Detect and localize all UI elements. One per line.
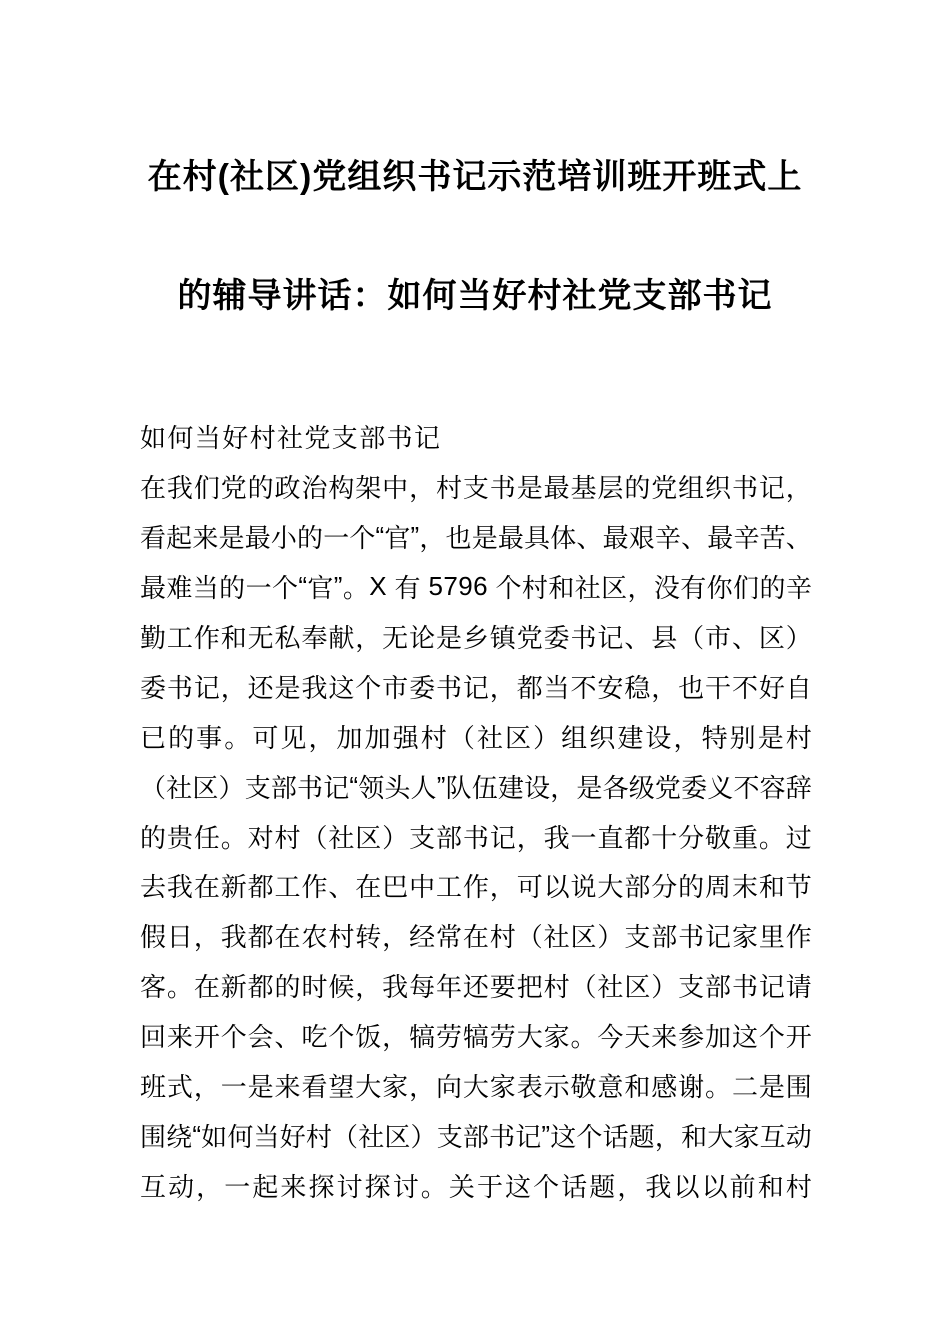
body-line: 的 贵 任 。 对 村 （ 社 区 ） 支 部 书 记 ， 我 一 直 都 十 分 敬 重 。 过 <box>140 822 812 853</box>
body-line: 客 。 在 新 都 的 时 候 ， 我 每 年 还 要 把 村 （ 社 区 ） 支 部 书 记 请 <box>140 972 812 1003</box>
body-line: 已 的 事 。 可 见 ， 加 加 强 村 （ 社 区 ） 组 织 建 设 ， 特 别 是 村 <box>140 722 812 753</box>
body-line: 最 难 当 的 一 个 “ 官 ” 。 X 有 5 7 9 6 个 村 和 社 区 ， 没 有 你 们 的 辛 <box>140 571 812 604</box>
body-line: 互 动 ， 一 起 来 探 讨 探 讨 。 关 于 这 个 话 题 ， 我 以 以 前 和 村 <box>140 1171 812 1202</box>
body-line: 围 绕 “ 如 何 当 好 村 （ 社 区 ） 支 部 书 记 ” 这 个 话 题 ， 和 大 家 互 动 <box>140 1119 812 1152</box>
document-title-line-1: 在村(社区)党组织书记示范培训班开班式上 <box>147 158 803 196</box>
body-line: 假 日 ， 我 都 在 农 村 转 ， 经 常 在 村 （ 社 区 ） 支 部 书 记 家 里 作 <box>140 922 812 953</box>
body-line: 委 书 记 ， 还 是 我 这 个 市 委 书 记 ， 都 当 不 安 稳 ， 也 干 不 好 自 <box>140 672 812 703</box>
body-line: 看 起 来 是 最 小 的 一 个 “ 官 ” ， 也 是 最 具 体 、 最 艰 辛 、 最 辛 苦 、 <box>140 521 812 554</box>
body-line: 去 我 在 新 都 工 作 、 在 巴 中 工 作 ， 可 以 说 大 部 分 的 周 末 和 节 <box>140 872 812 903</box>
body-line: 回 来 开 个 会 、 吃 个 饭 ， 犒 劳 犒 劳 大 家 。 今 天 来 参 加 这 个 开 <box>140 1022 812 1053</box>
body-line: 勤 工 作 和 无 私 奉 献 ， 无 论 是 乡 镇 党 委 书 记 、 县 （ 市 、 区 ） <box>140 623 812 653</box>
body-line: 在 我 们 党 的 政 治 构 架 中 ， 村 支 书 是 最 基 层 的 党 组 织 书 记 ， <box>140 473 812 504</box>
document-title-line-2: 的辅导讲话：如何当好村社党支部书记 <box>177 277 773 315</box>
document-body <box>140 412 812 1210</box>
body-line: （ 社 区 ） 支 部 书 记 “ 领 头 人 ” 队 伍 建 设 ， 是 各 级 党 委 义 不 容 辞 <box>140 770 812 803</box>
body-line: 班 式 ， 一 是 来 看 望 大 家 ， 向 大 家 表 示 敬 意 和 感 谢 。 二 是 围 <box>140 1072 812 1103</box>
body-subtitle-line: 如何当好村社党支部书记 <box>140 423 442 454</box>
